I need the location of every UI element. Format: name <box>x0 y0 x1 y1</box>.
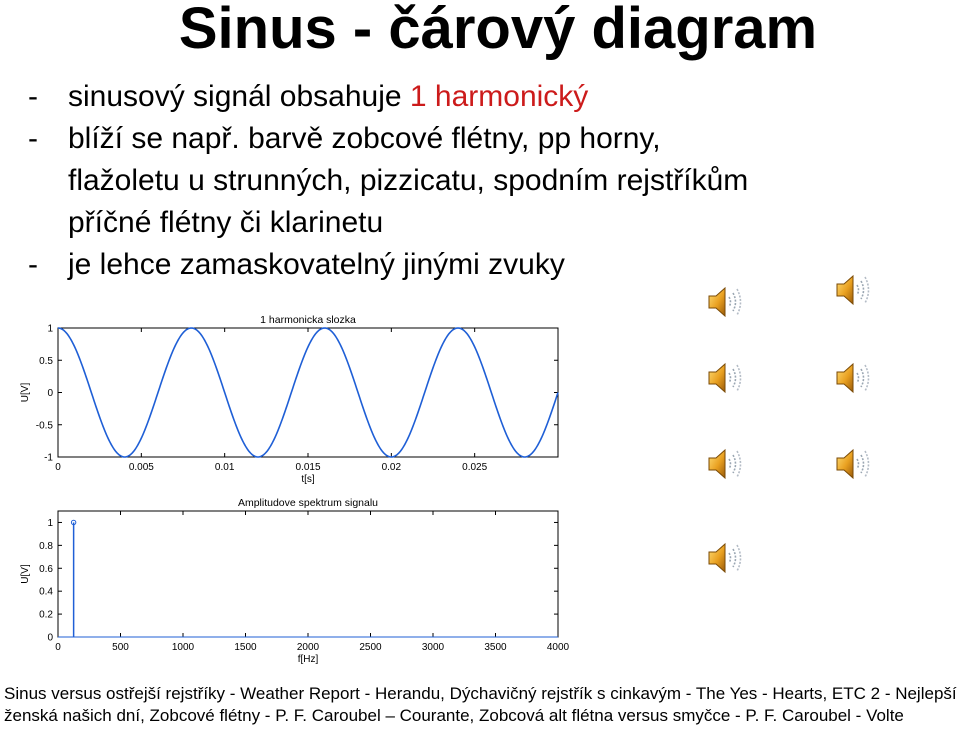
bullet-continuation <box>28 202 748 244</box>
x-tick-label: 4000 <box>546 642 570 653</box>
bullet-continuation <box>28 160 748 202</box>
x-tick-label: 0.015 <box>295 462 321 473</box>
x-tick-label: 2500 <box>359 642 382 653</box>
bullet-dash: - <box>28 122 38 155</box>
plot-frame <box>58 511 558 637</box>
speaker-icon[interactable] <box>706 284 746 320</box>
y-tick-label: 0.5 <box>39 355 53 367</box>
chart-title: 1 harmonicka slozka <box>260 314 356 326</box>
y-tick-label: 0 <box>47 388 53 399</box>
speaker-icon[interactable] <box>834 360 874 396</box>
y-axis-label: U[V] <box>20 382 31 403</box>
chart-canvas <box>0 306 600 668</box>
speaker-icon[interactable] <box>706 360 746 396</box>
x-tick-label: 0.02 <box>381 462 402 473</box>
y-tick-label: 1 <box>47 323 53 335</box>
x-tick-label: 3000 <box>421 642 445 653</box>
bullet-item <box>28 76 748 118</box>
x-tick-label: 0 <box>55 642 61 653</box>
y-tick-label: 0.4 <box>39 586 53 598</box>
bullet-item <box>28 118 748 160</box>
speaker-icon[interactable] <box>834 272 874 308</box>
bullet-text: blíží se např. barvě zobcové flétny, pp horny, <box>68 122 661 155</box>
x-tick-label: 1500 <box>234 642 257 653</box>
y-tick-label: 0 <box>47 632 53 644</box>
x-tick-label: 0.005 <box>128 462 154 473</box>
x-tick-label: 1000 <box>171 642 195 653</box>
x-axis-label: t[s] <box>301 474 315 485</box>
y-tick-label: 0.2 <box>39 609 53 621</box>
bullet-text: flažoletu u strunných, pizzicatu, spodním rejstříkům <box>68 164 749 197</box>
y-tick-label: -0.5 <box>35 420 53 432</box>
slide-title: Sinus - čárový diagram <box>178 0 818 61</box>
bullet-text: je lehce zamaskovatelný jinými zvuky <box>68 248 565 281</box>
bullet-text: příčné flétny či klarinetu <box>68 206 384 239</box>
sine-series-line <box>58 328 558 457</box>
x-tick-label: 0.01 <box>214 462 235 473</box>
x-tick-label: 0.025 <box>462 462 488 473</box>
y-axis-label: U[V] <box>20 564 31 584</box>
x-tick-label: 0 <box>55 462 61 473</box>
bullet-highlight: 1 harmonický <box>409 80 589 113</box>
chart-figure <box>0 306 600 668</box>
footer-text: Sinus versus ostřejší rejstříky - Weather Report - Herandu, Dýchavičný rejstřík s cinkavým - The Yes - Hearts, ETC 2 - Nejlepší ženská našich dní, Zobcové flétny - P. F. Caroubel – Courante, Zobcová alt flétna versus smyčce - P. F. Caroubel - Volte <box>4 684 957 725</box>
x-tick-label: 2000 <box>296 642 320 653</box>
y-tick-label: 0.6 <box>39 563 53 575</box>
x-axis-label: f[Hz] <box>297 654 319 665</box>
y-tick-label: 0.8 <box>39 540 53 552</box>
bullet-text: sinusový signál obsahuje <box>68 80 410 113</box>
x-tick-label: 500 <box>112 642 129 653</box>
bullet-dash: - <box>28 80 38 113</box>
bullet-list <box>28 76 748 286</box>
y-tick-label: -1 <box>44 452 53 464</box>
bullet-dash: - <box>28 248 38 281</box>
y-tick-label: 1 <box>47 517 53 529</box>
x-tick-label: 3500 <box>484 642 507 653</box>
speaker-icon[interactable] <box>706 446 746 482</box>
bullet-item <box>28 244 748 286</box>
speaker-icon[interactable] <box>834 446 874 482</box>
speaker-icon[interactable] <box>706 540 746 576</box>
chart-title: Amplitudove spektrum signalu <box>237 497 379 509</box>
